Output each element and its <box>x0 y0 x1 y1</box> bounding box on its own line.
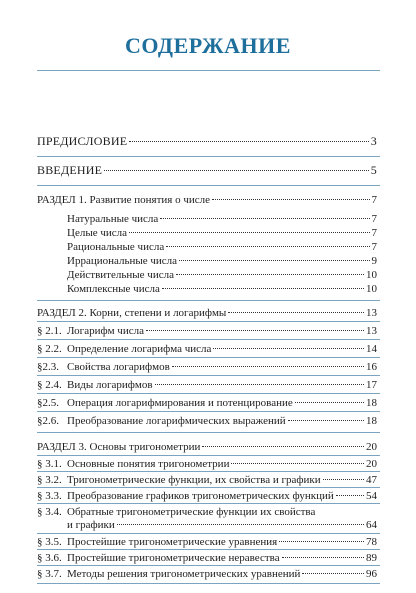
toc-entry[interactable] <box>37 505 377 519</box>
entry-page: 10 <box>366 269 377 281</box>
toc-entry[interactable] <box>37 457 377 471</box>
toc-entry[interactable] <box>37 473 377 487</box>
entry-page: 3 <box>370 134 377 148</box>
toc-section-2[interactable] <box>37 306 377 320</box>
toc-entry-continuation[interactable] <box>37 518 377 532</box>
entry-page: 7 <box>371 241 377 253</box>
dot-leader <box>231 463 364 464</box>
dot-leader <box>212 199 369 200</box>
entry-label: Натуральные числа <box>67 213 159 225</box>
entry-page: 20 <box>366 441 377 453</box>
toc-entry[interactable] <box>37 254 377 268</box>
entry-page: 9 <box>371 255 377 267</box>
dot-leader <box>146 330 364 331</box>
entry-label: Преобразование графиков тригонометрических функций <box>67 490 334 502</box>
section-number: § 2.1. <box>37 325 62 337</box>
entry-page: 47 <box>366 474 377 486</box>
dot-leader <box>160 218 369 219</box>
entry-label: Простейшие тригонометрические уравнения <box>67 536 278 548</box>
divider <box>37 339 380 340</box>
entry-page: 89 <box>366 552 377 564</box>
section-number: §2.3. <box>37 361 59 373</box>
toc-entry[interactable] <box>37 268 377 282</box>
entry-label: Преобразование логарифмических выражений <box>67 415 286 427</box>
toc-entry-preface[interactable] <box>37 134 377 148</box>
section-number: § 2.2. <box>37 343 62 355</box>
entry-label: Целые числа <box>67 227 128 239</box>
divider <box>37 375 380 376</box>
divider <box>37 432 380 433</box>
toc-entry[interactable] <box>37 360 377 374</box>
divider <box>37 411 380 412</box>
divider <box>37 533 380 534</box>
section-number: §2.5. <box>37 397 59 409</box>
entry-label: Тригонометрические функции, их свойства и графики <box>67 474 321 486</box>
dot-leader <box>202 446 364 447</box>
entry-label: РАЗДЕЛ 2. Корни, степени и логарифмы <box>37 307 227 319</box>
entry-label: Виды логарифмов <box>67 379 153 391</box>
section-number: § 3.5. <box>37 536 62 548</box>
section-number: § 3.3. <box>37 490 62 502</box>
entry-label: Действительные числа <box>67 269 174 281</box>
divider <box>37 583 380 584</box>
toc-entry[interactable] <box>37 551 377 565</box>
toc-entry[interactable] <box>37 567 377 581</box>
divider <box>37 300 380 301</box>
toc-section-3[interactable] <box>37 440 377 454</box>
divider <box>37 471 380 472</box>
entry-page: 13 <box>366 307 377 319</box>
entry-label: Простейшие тригонометрические неравества <box>67 552 280 564</box>
dot-leader <box>228 312 364 313</box>
section-number: §2.6. <box>37 415 59 427</box>
entry-label: Рациональные числа <box>67 241 165 253</box>
page-title: СОДЕРЖАНИЕ <box>125 33 291 58</box>
entry-page: 64 <box>366 519 377 531</box>
dot-leader <box>129 232 369 233</box>
entry-page: 7 <box>371 213 377 225</box>
dot-leader <box>213 348 364 349</box>
dot-leader <box>166 246 369 247</box>
toc-entry[interactable] <box>37 378 377 392</box>
divider <box>37 565 380 566</box>
dot-leader <box>117 524 364 525</box>
dot-leader <box>176 274 364 275</box>
section-number: § 3.7. <box>37 568 62 580</box>
entry-page: 18 <box>366 397 377 409</box>
dot-leader <box>155 384 364 385</box>
entry-label-continued: и графики <box>67 519 115 531</box>
dot-leader <box>282 557 364 558</box>
entry-page: 20 <box>366 458 377 470</box>
entry-label: Обратные тригонометрические функции их свойства <box>67 506 316 518</box>
section-number: § 2.4. <box>37 379 62 391</box>
entry-page: 54 <box>366 490 377 502</box>
dot-leader <box>104 170 369 171</box>
dot-leader <box>129 141 369 142</box>
entry-page: 7 <box>371 227 377 239</box>
divider <box>37 455 380 456</box>
entry-page: 7 <box>371 194 377 206</box>
entry-label: Иррациональные числа <box>67 255 178 267</box>
dot-leader <box>179 260 369 261</box>
toc-section-1[interactable] <box>37 193 377 207</box>
title-rule <box>37 70 380 71</box>
entry-page: 16 <box>366 361 377 373</box>
entry-label: Операция логарифмирования и потенцирование <box>67 397 293 409</box>
entry-label: Методы решения тригонометрических уравнений <box>67 568 301 580</box>
toc-entry[interactable] <box>37 489 377 503</box>
divider <box>37 549 380 550</box>
toc-entry[interactable] <box>37 342 377 356</box>
entry-page: 10 <box>366 283 377 295</box>
entry-label: Комплексные числа <box>67 283 160 295</box>
divider <box>37 185 380 186</box>
entry-label: Определение логарифма числа <box>67 343 212 355</box>
entry-label: РАЗДЕЛ 1. Развитие понятия о числе <box>37 194 211 206</box>
divider <box>37 393 380 394</box>
toc-entry[interactable] <box>37 414 377 428</box>
toc-entry-intro[interactable] <box>37 163 377 177</box>
entry-label: Свойства логарифмов <box>67 361 170 373</box>
section-number: § 3.6. <box>37 552 62 564</box>
divider <box>37 156 380 157</box>
entry-label: Основные понятия тригонометрии <box>67 458 230 470</box>
dot-leader <box>336 495 364 496</box>
toc-entry[interactable] <box>37 212 377 226</box>
dot-leader <box>172 366 364 367</box>
entry-page: 14 <box>366 343 377 355</box>
divider <box>37 503 380 504</box>
dot-leader <box>323 479 364 480</box>
toc-entry[interactable] <box>37 324 377 338</box>
entry-page: 13 <box>366 325 377 337</box>
dot-leader <box>279 541 364 542</box>
dot-leader <box>288 420 364 421</box>
toc-entry[interactable] <box>37 226 377 240</box>
entry-label: РАЗДЕЛ 3. Основы тригонометрии <box>37 441 201 453</box>
entry-page: 17 <box>366 379 377 391</box>
section-number: § 3.2. <box>37 474 62 486</box>
entry-page: 78 <box>366 536 377 548</box>
dot-leader <box>295 402 364 403</box>
entry-page: 96 <box>366 568 377 580</box>
entry-page: 18 <box>366 415 377 427</box>
toc-entry[interactable] <box>37 535 377 549</box>
dot-leader <box>302 573 364 574</box>
toc-entry[interactable] <box>37 396 377 410</box>
dot-leader <box>162 288 364 289</box>
entry-label: Логарифм числа <box>67 325 144 337</box>
divider <box>37 487 380 488</box>
entry-label: ПРЕДИСЛОВИЕ <box>37 134 128 148</box>
toc-entry[interactable] <box>37 282 377 296</box>
section-number: § 3.4. <box>37 506 62 518</box>
toc-entry[interactable] <box>37 240 377 254</box>
divider <box>37 357 380 358</box>
entry-page: 5 <box>370 163 377 177</box>
entry-label: ВВЕДЕНИЕ <box>37 163 103 177</box>
divider <box>37 321 380 322</box>
section-number: § 3.1. <box>37 458 62 470</box>
